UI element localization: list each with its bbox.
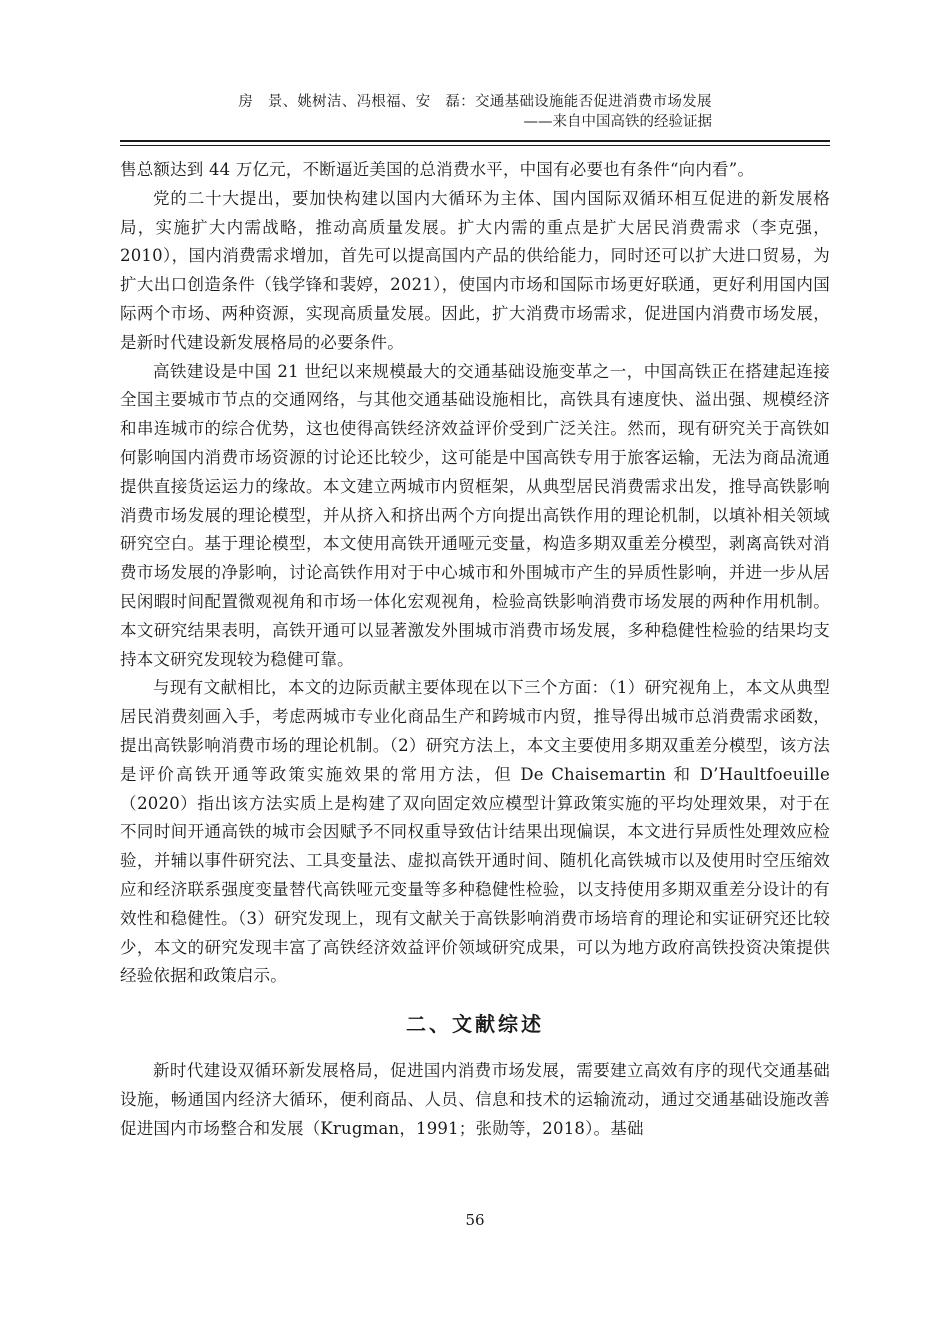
page-number: 56 (465, 1211, 485, 1229)
paragraph-domestic-demand: 党的二十大提出，要加快构建以国内大循环为主体、国内国际双循环相互促进的新发展格局，实施扩大内需战略，推动高质量发展。扩大内需的重点是扩大居民消费需求（李克强，2010），国内消费需求增加，首先可以提高国内产品的供给能力，同时还可以扩大进口贸易，为扩大出口创造条件（钱学锋和裴婷，2021），使国内市场和国际市场更好联通，更好利用国内国际两个市场、两种资源，实现高质量发展。因此，扩大消费市场需求，促进国内消费市场发展，是新时代建设新发展格局的必要条件。 (120, 188, 830, 352)
paragraph-contributions: 与现有文献相比，本文的边际贡献主要体现在以下三个方面：（1）研究视角上，本文从典型居民消费刻画入手，考虑两城市专业化商品生产和跨城市内贸，推导得出城市总消费需求函数，提出高铁影响消费市场的理论机制。（2）研究方法上，本文主要使用多期双重差分模型，该方法是评价高铁开通等政策实施效果的常用方法，但 De Chaisemartin 和 D’Haultfoeuille（2020）指出该方法实质上是构建了双向固定效应模型计算政策实施的平均处理效果，对于在不同时间开通高铁的城市会因赋予不同权重导致估计结果出现偏误，本文进行异质性处理效应检验，并辅以事件研究法、工具变量法、虚拟高铁开通时间、随机化高铁城市以及使用时空压缩效应和经济联系强度变量替代高铁哑元变量等多种稳健性检验，以支持使用多期双重差分设计的有效性和稳健性。（3）研究发现上，现有文献关于高铁影响消费市场培育的理论和实证研究还比较少，本文的研究发现丰富了高铁经济效益评价领域研究成果，可以为地方政府高铁投资决策提供经验依据和政策启示。 (120, 678, 830, 986)
section-heading-literature-review: 二、文献综述 (406, 1012, 544, 1037)
header-rule-thin (120, 145, 830, 146)
running-header (120, 92, 830, 132)
paragraph-literature-review: 新时代建设双循环新发展格局，促进国内消费市场发展，需要建立高效有序的现代交通基础设施，畅通国内经济大循环，便利商品、人员、信息和技术的运输流动，通过交通基础设施改善促进国内市场整合和发展（Krugman，1991；张勋等，2018）。基础 (120, 1061, 830, 1138)
running-header-subtitle: ——来自中国高铁的经验证据 (523, 114, 712, 130)
header-rule-thick (120, 140, 830, 142)
paragraph-continued: 售总额达到 44 万亿元，不断逼近美国的总消费水平，中国有必要也有条件“向内看”。 (120, 160, 755, 179)
running-header-authors-title: 房 景、姚树洁、冯根福、安 磊：交通基础设施能否促进消费市场发展 (238, 94, 712, 110)
article-body (120, 156, 830, 1144)
paragraph-high-speed-rail: 高铁建设是中国 21 世纪以来规模最大的交通基础设施变革之一，中国高铁正在搭建起连接全国主要城市节点的交通网络，与其他交通基础设施相比，高铁具有速度快、溢出强、规模经济和串连城市的综合优势，这也使得高铁经济效益评价受到广泛关注。然而，现有研究关于高铁如何影响国内消费市场资源的讨论还比较少，这可能是中国高铁专用于旅客运输，无法为商品流通提供直接货运运力的缘故。本文建立两城市内贸框架，从典型居民消费需求出发，推导高铁影响消费市场发展的理论模型，并从挤入和挤出两个方向提出高铁作用的理论机制，以填补相关领域研究空白。基于理论模型，本文使用高铁开通哑元变量，构造多期双重差分模型，剥离高铁对消费市场发展的净影响，讨论高铁作用对于中心城市和外围城市产生的异质性影响，并进一步从居民闲暇时间配置微观视角和市场一体化宏观视角，检验高铁影响消费市场发展的两种作用机制。本文研究结果表明，高铁开通可以显著激发外围城市消费市场发展，多种稳健性检验的结果均支持本文研究发现较为稳健可靠。 (120, 361, 830, 669)
